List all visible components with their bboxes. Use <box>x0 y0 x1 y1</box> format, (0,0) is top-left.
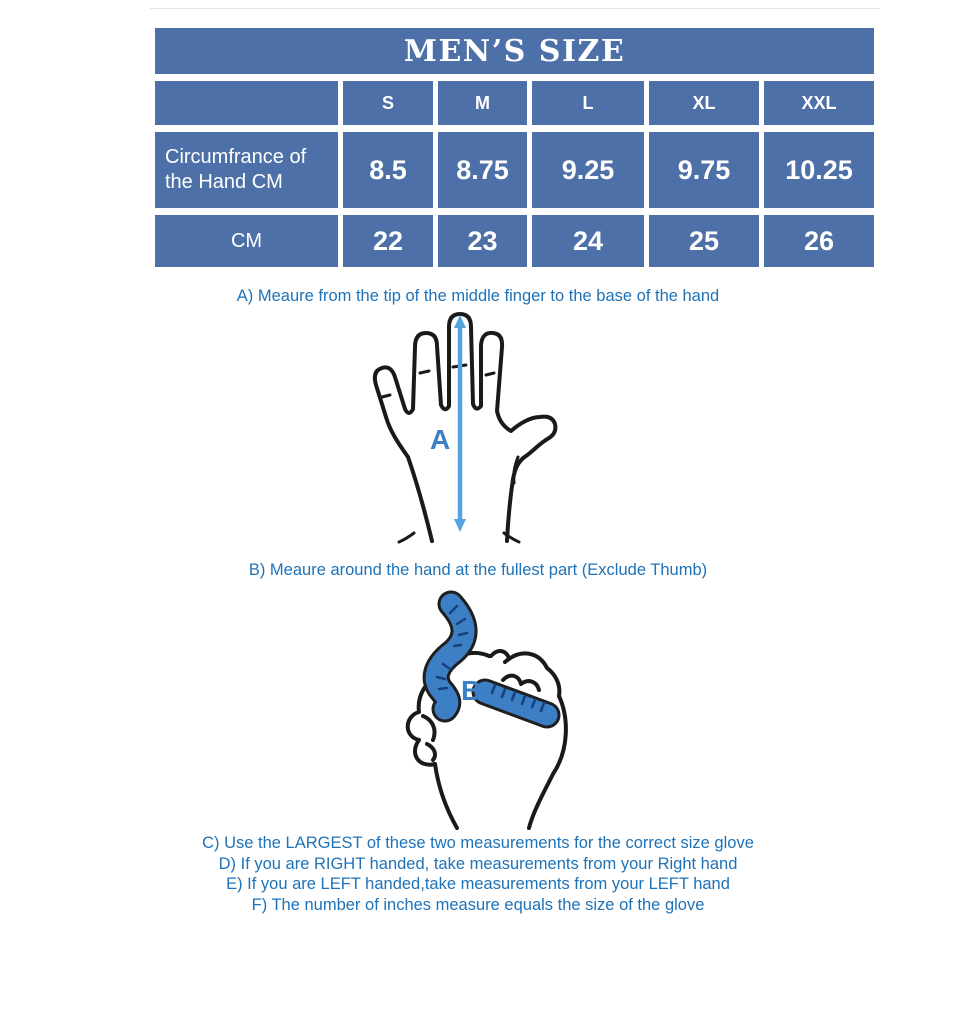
size-col-xxl: XXL <box>764 81 874 125</box>
circumference-value-l: 9.25 <box>532 132 644 208</box>
open-hand-measure-illustration <box>368 311 560 545</box>
circumference-value-xxl: 10.25 <box>764 132 874 208</box>
circumference-value-xl: 9.75 <box>649 132 759 208</box>
size-row-corner-cell <box>155 81 338 125</box>
table-title: MEN’S SIZE <box>155 28 874 74</box>
open-hand-outline <box>375 314 556 541</box>
top-divider <box>150 8 880 9</box>
instruction-e: E) If you are LEFT handed,take measurements from your LEFT hand <box>226 875 730 894</box>
pinky-crease <box>382 395 390 397</box>
cm-value-s: 22 <box>343 215 433 267</box>
size-col-s: S <box>343 81 433 125</box>
size-col-l: L <box>532 81 644 125</box>
instruction-b: B) Meaure around the hand at the fullest part (Exclude Thumb) <box>248 561 708 579</box>
index-finger-crease <box>486 373 494 375</box>
fist-top-knuckle-mid <box>491 651 509 658</box>
measure-label-b: B <box>461 675 482 706</box>
mens-size-table <box>155 28 875 267</box>
measure-label-a: A <box>430 424 451 455</box>
instruction-c: C) Use the LARGEST of these two measurements for the correct size glove <box>202 834 754 852</box>
tape-segment <box>485 692 547 715</box>
cm-value-m: 23 <box>438 215 527 267</box>
size-col-m: M <box>438 81 527 125</box>
wrist-flare-left <box>399 533 414 542</box>
fist-measure-illustration <box>393 588 578 832</box>
cm-value-xxl: 26 <box>764 215 874 267</box>
instructions-c-f <box>0 833 956 915</box>
circumference-row-label: Circumfrance of the Hand CM <box>155 132 338 208</box>
cm-row-label: CM <box>155 215 338 267</box>
cm-value-l: 24 <box>532 215 644 267</box>
circumference-value-m: 8.75 <box>438 132 527 208</box>
fist-pinky-curl-2 <box>427 744 435 760</box>
size-col-xl: XL <box>649 81 759 125</box>
instruction-f: F) The number of inches measure equals the size of the glove <box>251 895 705 914</box>
fist-pinky-curl-1 <box>423 716 435 740</box>
circumference-value-s: 8.5 <box>343 132 433 208</box>
ring-finger-crease <box>420 371 429 373</box>
instruction-d: D) If you are RIGHT handed, take measurements from your Right hand <box>218 854 738 873</box>
cm-value-xl: 25 <box>649 215 759 267</box>
tape-ribbon <box>436 604 464 709</box>
instruction-a: A) Meaure from the tip of the middle finger to the base of the hand <box>236 287 720 305</box>
